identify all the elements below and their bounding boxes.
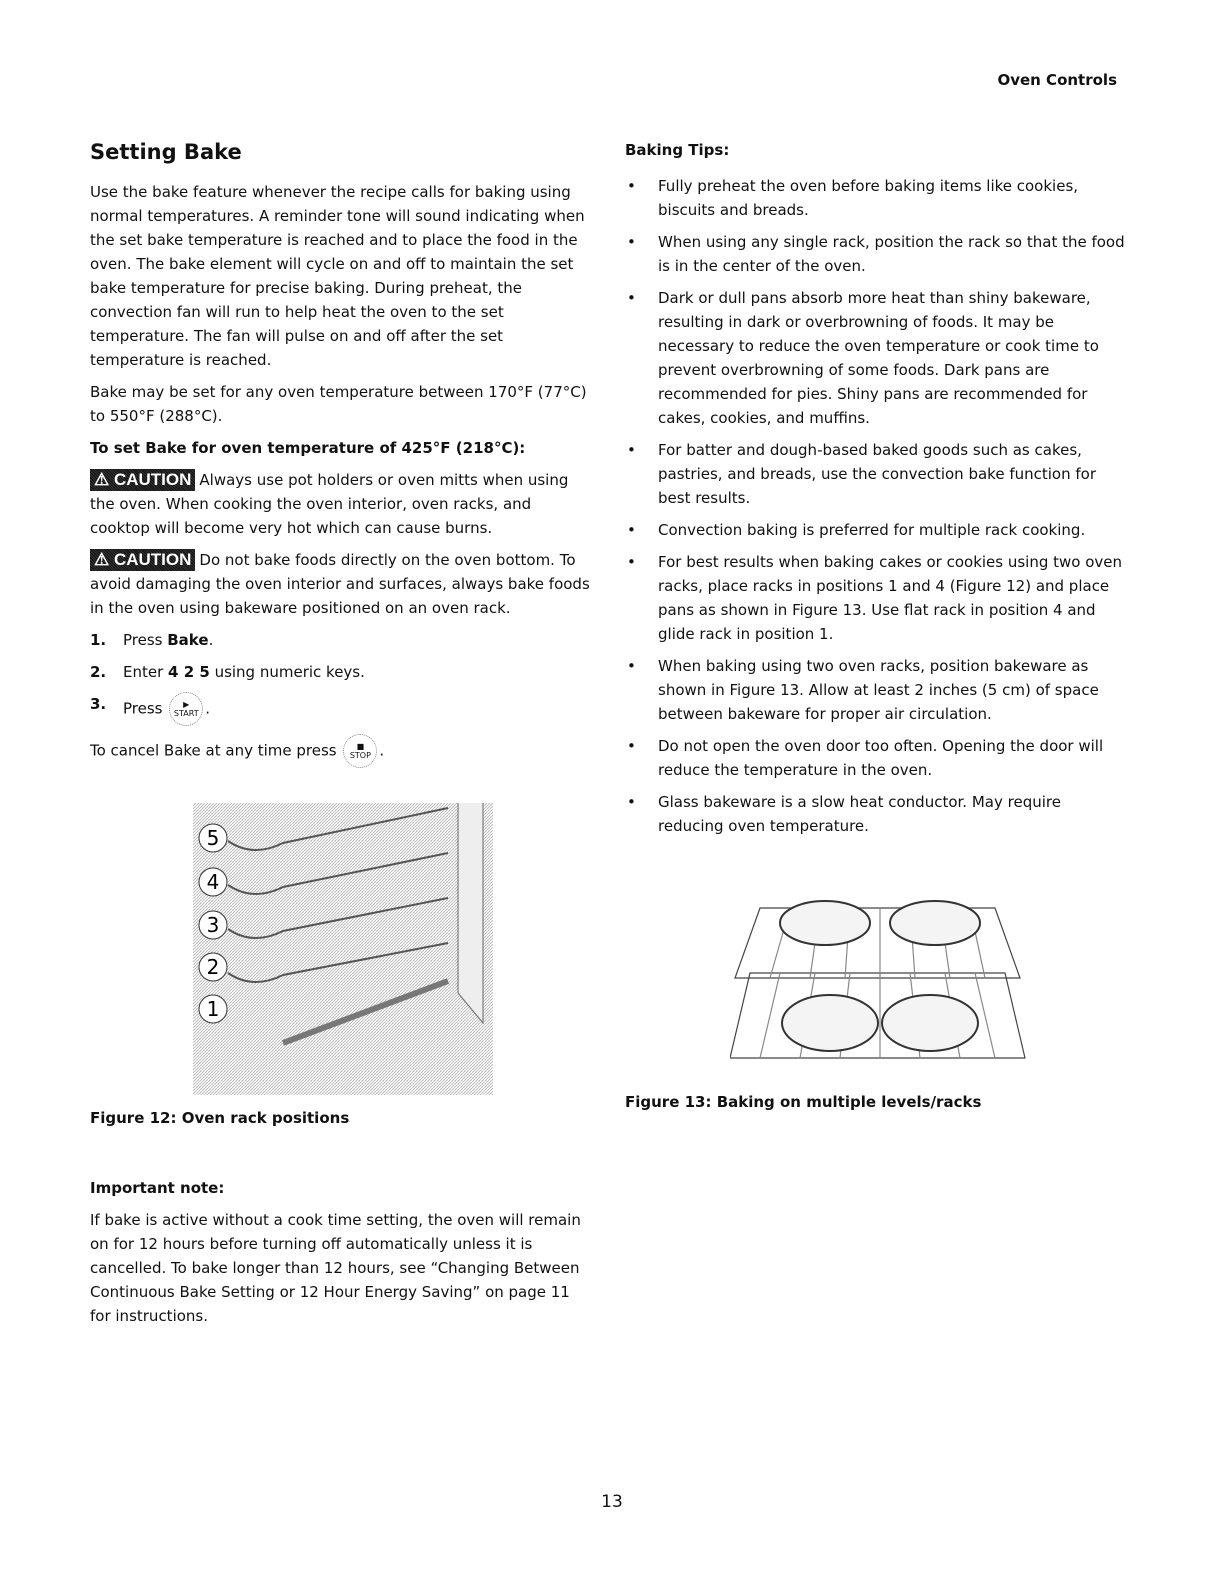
left-column <box>90 138 590 776</box>
cancel-text: To cancel Bake at any time press <box>90 741 337 760</box>
stop-label: STOP <box>349 751 371 760</box>
step-number: 2. <box>90 663 107 681</box>
step-key: Bake <box>167 631 209 649</box>
baking-tips-title: Baking Tips: <box>625 141 730 159</box>
svg-text:2: 2 <box>206 955 220 979</box>
tip: • Convection baking is preferred for multiple rack cooking. <box>625 518 1125 542</box>
figure-13-caption: Figure 13: Baking on multiple levels/racks <box>625 1093 982 1111</box>
caution-1 <box>90 468 590 540</box>
caution-2 <box>90 548 590 620</box>
svg-text:4: 4 <box>206 870 220 894</box>
step-3 <box>90 692 590 726</box>
step-number: 1. <box>90 631 107 649</box>
page-title: Setting Bake <box>90 140 242 164</box>
right-column <box>625 138 1125 846</box>
tip: • For batter and dough-based baked goods such as cakes, pastries, and breads, use the convection bake function for best results. <box>625 438 1125 510</box>
tip: • When baking using two oven racks, position bakeware as shown in Figure 13. Allow at least 2 inches (5 cm) of space between bakeware for proper air circulation. <box>625 654 1125 726</box>
step-2 <box>90 660 590 684</box>
svg-text:5: 5 <box>206 826 220 850</box>
caution-2-text: Do not bake foods directly on the oven bottom. To avoid damaging the oven interior and surfaces, always bake foods in the oven using bakeware positioned on an oven rack. <box>90 551 590 617</box>
tip: • Dark or dull pans absorb more heat than shiny bakeware, resulting in dark or overbrowning of foods. It may be necessary to reduce the oven temperature or cook time to prevent overbrowning of some foods. Dark pans are recommended for pies. Shiny pans are recommended for cakes, cookies, and muffins. <box>625 286 1125 430</box>
step-number: 3. <box>90 695 107 713</box>
step-text: Enter <box>123 663 169 681</box>
step-text: . <box>205 699 211 718</box>
temperature-range: Bake may be set for any oven temperature between 170°F (77°C) to 550°F (288°C). <box>90 383 587 425</box>
figure-12-caption: Figure 12: Oven rack positions <box>90 1109 350 1127</box>
oven-rack-positions-figure <box>193 803 493 1095</box>
rack-position-3 <box>199 911 227 939</box>
rack-position-1 <box>199 995 227 1023</box>
play-icon: ▶ <box>183 700 190 709</box>
tip: • Fully preheat the oven before baking items like cookies, biscuits and breads. <box>625 174 1125 222</box>
step-key: 4 2 5 <box>168 663 210 681</box>
multiple-racks-figure <box>730 898 1026 1064</box>
rack-position-5 <box>199 824 227 852</box>
start-label: START <box>173 709 199 718</box>
cake-pan <box>782 995 878 1051</box>
step-text: Press <box>123 699 168 718</box>
tip: • When using any single rack, position the rack so that the food is in the center of the oven. <box>625 230 1125 278</box>
important-note-text: If bake is active without a cook time setting, the oven will remain on for 12 hours before turning off automatically unless it is cancelled. To bake longer than 12 hours, see “Changing Between Continuous Bake Setting or 12 Hour Energy Saving” on page 11 for instructions. <box>90 1211 581 1325</box>
cake-pan <box>780 901 870 945</box>
baking-tips-list <box>625 174 1125 838</box>
caution-1-text: Always use pot holders or oven mitts when using the oven. When cooking the oven interior, oven racks, and cooktop will become very hot which can cause burns. <box>90 471 569 537</box>
rack-position-4 <box>199 868 227 896</box>
caution-badge: ⚠ CAUTION <box>90 469 195 491</box>
stop-icon: ■ <box>356 742 365 751</box>
caution-badge: ⚠ CAUTION <box>90 549 195 571</box>
section-header: Oven Controls <box>997 71 1117 89</box>
svg-text:3: 3 <box>206 913 220 937</box>
start-button-icon <box>169 692 203 726</box>
cancel-instruction <box>90 734 590 768</box>
cake-pan <box>890 901 980 945</box>
cake-pan <box>882 995 978 1051</box>
step-text: Press <box>123 631 168 649</box>
tip: • Do not open the oven door too often. Opening the door will reduce the temperature in the oven. <box>625 734 1125 782</box>
tip: • For best results when baking cakes or cookies using two oven racks, place racks in positions 1 and 4 (Figure 12) and place pans as shown in Figure 13. Use flat rack in position 4 and glide rack in position 1. <box>625 550 1125 646</box>
cancel-period: . <box>379 741 385 760</box>
step-text: . <box>208 631 214 649</box>
rack-position-2 <box>199 953 227 981</box>
page-number: 13 <box>601 1492 623 1512</box>
step-text: using numeric keys. <box>209 663 365 681</box>
set-bake-subheading: To set Bake for oven temperature of 425°F (218°C): <box>90 439 526 457</box>
steps-list <box>90 628 590 726</box>
stop-button-icon <box>343 734 377 768</box>
intro-paragraph: Use the bake feature whenever the recipe calls for baking using normal temperatures. A reminder tone will sound indicating when the set bake temperature is reached and to place the food in the oven. The bake element will cycle on and off to maintain the set bake temperature for precise baking. During preheat, the convection fan will run to help heat the oven to the set temperature. The fan will pulse on and off after the set temperature is reached. <box>90 183 585 369</box>
tip: • Glass bakeware is a slow heat conductor. May require reducing oven temperature. <box>625 790 1125 838</box>
svg-text:1: 1 <box>206 997 220 1021</box>
step-1 <box>90 628 590 652</box>
important-note-title: Important note: <box>90 1179 225 1197</box>
